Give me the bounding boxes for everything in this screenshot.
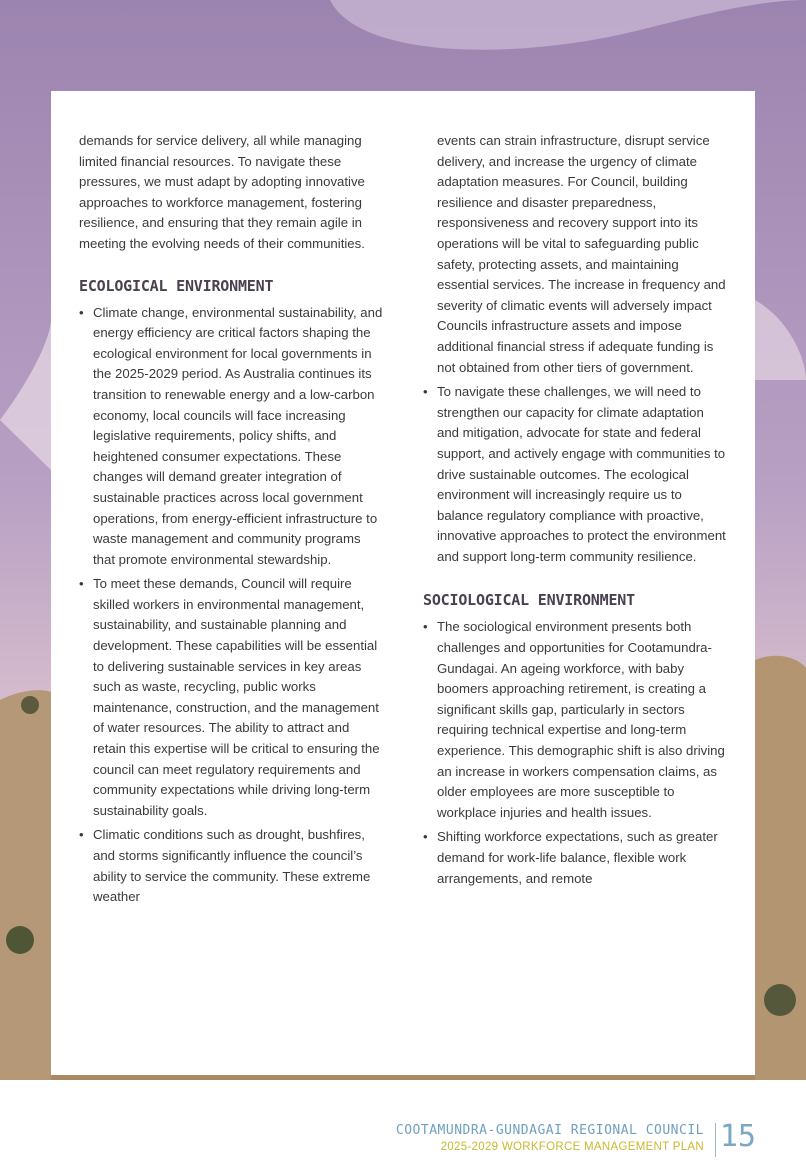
ecological-heading: ECOLOGICAL ENVIRONMENT [79, 276, 274, 295]
content-sheet [51, 91, 755, 1075]
plan-title: 2025-2029 WORKFORCE MANAGEMENT PLAN [440, 1141, 704, 1153]
page-footer [336, 1121, 756, 1161]
list-item: • The sociological environment presents both challenges and opportunities for Cootamundra-Gundagai. An ageing workforce, with baby boomers approaching retirement, is creating a significant skills gap, particularly in sectors requiring technical expertise and long-term experience. This demographic shift is also driving an increase in workers compensation claims, as older employees are more susceptible to workplace injuries and health issues. [423, 617, 729, 823]
intro-paragraph: demands for service delivery, all while managing limited financial resources. To navigate these pressures, we must adapt by adopting innovative approaches to workforce management, fostering resilience, and ensuring that they remain agile in meeting the evolving needs of their communities. [79, 133, 365, 251]
sociological-list [423, 617, 729, 889]
continued-paragraph: events can strain infrastructure, disrupt service delivery, and increase the urgency of climate adaptation measures. For Council, building resilience and disaster preparedness, responsiveness and recovery support into its operations will be vital to safeguarding public safety, protecting assets, and maintaining essential services. The increase in frequency and severity of climatic events will adversely impact Councils infrastructure assets and impose additional financial stress if adequate funding is not obtained from other tiers of government. [437, 133, 726, 375]
list-item: • Climatic conditions such as drought, bushfires, and storms significantly influence the council’s ability to service the community. These extreme weather [79, 825, 385, 907]
organisation-name: COOTAMUNDRA-GUNDAGAI REGIONAL COUNCIL [395, 1123, 704, 1138]
list-item: • To meet these demands, Council will require skilled workers in environmental management, sustainability, and sustainable planning and development. These capabilities will be essential to delivering sustainable services in key areas such as waste, recycling, public works maintenance, construction, and the management of water resources. The ability to attract and retain this expertise will be critical to ensuring the council can meet regulatory requirements and community expectations while driving long-term sustainability goals. [79, 574, 385, 821]
ecological-list-continued [423, 382, 729, 567]
footer-divider [715, 1123, 716, 1157]
list-item: • Shifting workforce expectations, such as greater demand for work-life balance, flexible work arrangements, and remote [423, 827, 729, 889]
sociological-heading: SOCIOLOGICAL ENVIRONMENT [423, 591, 635, 610]
page-number: 15 [719, 1119, 756, 1154]
list-item: • Climate change, environmental sustainability, and energy efficiency are critical factors shaping the ecological environment for local governments in the 2025-2029 period. As Australia continues its transition to renewable energy and a low-carbon economy, local councils will face increasing legislative requirements, policy shifts, and heightened consumer expectations. These changes will demand greater integration of sustainable practices across local government operations, from energy-efficient infrastructure to waste management and community programs that promote environmental stewardship. [79, 303, 385, 571]
left-column [79, 131, 385, 912]
right-column [423, 131, 729, 893]
ecological-list [79, 303, 385, 908]
list-item: • To navigate these challenges, we will need to strengthen our capacity for climate adaptation and mitigation, advocate for state and federal support, and actively engage with communities to drive sustainable outcomes. The ecological environment will increasingly require us to balance regulatory compliance with proactive, innovative approaches to protect the environment and support long-term community resilience. [423, 382, 729, 567]
tree-icon [21, 696, 39, 714]
